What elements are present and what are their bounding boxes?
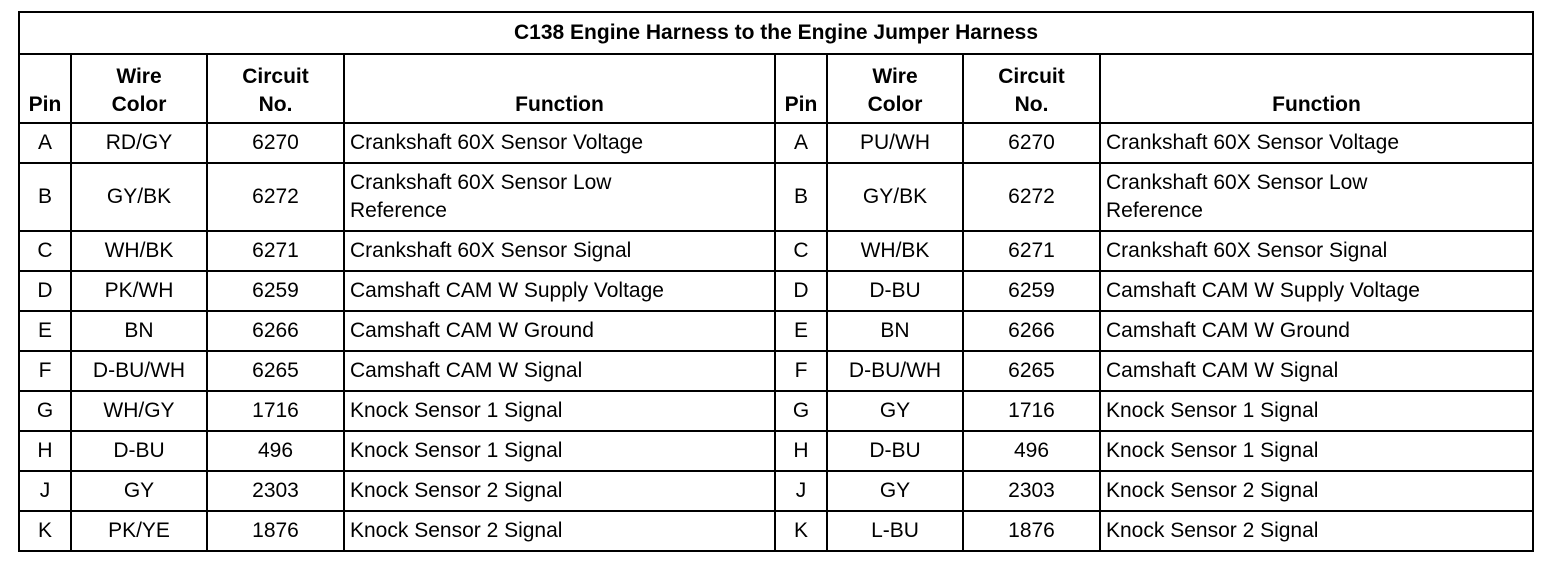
wire-color-cell: BN [827, 311, 963, 351]
function-cell: Knock Sensor 1 Signal [344, 391, 775, 431]
function-cell: Knock Sensor 2 Signal [344, 511, 775, 551]
wire-color-cell: D-BU [71, 431, 207, 471]
pin-cell: E [775, 311, 827, 351]
pin-cell: B [775, 163, 827, 231]
circuit-cell: 6259 [963, 271, 1100, 311]
function-cell [344, 163, 775, 231]
function-cell: Crankshaft 60X Sensor Signal [1100, 231, 1533, 271]
wire-color-cell: RD/GY [71, 123, 207, 163]
circuit-cell: 6266 [207, 311, 344, 351]
pin-cell: H [19, 431, 71, 471]
wire-color-cell: D-BU [827, 271, 963, 311]
wire-color-cell: WH/BK [827, 231, 963, 271]
table-row [19, 123, 1533, 163]
wire-color-cell: GY/BK [827, 163, 963, 231]
header-circuit-label: Circuit [242, 65, 309, 88]
wire-color-cell: WH/GY [71, 391, 207, 431]
wire-color-cell: BN [71, 311, 207, 351]
function-cell: Camshaft CAM W Signal [1100, 351, 1533, 391]
function-cell: Crankshaft 60X Sensor Voltage [344, 123, 775, 163]
table-row [19, 231, 1533, 271]
header-pin-left: Pin [19, 54, 71, 123]
circuit-cell: 1716 [963, 391, 1100, 431]
function-cell: Camshaft CAM W Supply Voltage [344, 271, 775, 311]
header-wire-color-left [71, 54, 207, 123]
pin-cell: A [775, 123, 827, 163]
header-row [19, 54, 1533, 123]
header-circuit-left [207, 54, 344, 123]
function-line-2: Reference [1106, 199, 1203, 222]
pin-cell: G [775, 391, 827, 431]
function-cell: Crankshaft 60X Sensor Signal [344, 231, 775, 271]
function-cell: Knock Sensor 1 Signal [1100, 431, 1533, 471]
circuit-cell: 6272 [207, 163, 344, 231]
circuit-cell: 2303 [963, 471, 1100, 511]
circuit-cell: 1876 [207, 511, 344, 551]
table-row [19, 471, 1533, 511]
function-cell: Knock Sensor 2 Signal [344, 471, 775, 511]
wire-color-cell: GY [827, 391, 963, 431]
table-title: C138 Engine Harness to the Engine Jumper Harness [19, 12, 1533, 54]
wire-color-cell: GY/BK [71, 163, 207, 231]
pin-cell: F [19, 351, 71, 391]
header-color-label: Color [867, 93, 923, 116]
function-cell: Camshaft CAM W Supply Voltage [1100, 271, 1533, 311]
wire-color-cell: PU/WH [827, 123, 963, 163]
function-cell: Knock Sensor 2 Signal [1100, 511, 1533, 551]
circuit-cell: 2303 [207, 471, 344, 511]
header-wire-label: Wire [116, 65, 162, 88]
pin-cell: B [19, 163, 71, 231]
header-function-left: Function [344, 54, 775, 123]
table-row [19, 271, 1533, 311]
pin-cell: E [19, 311, 71, 351]
pin-cell: D [775, 271, 827, 311]
function-cell: Knock Sensor 2 Signal [1100, 471, 1533, 511]
function-cell: Camshaft CAM W Signal [344, 351, 775, 391]
header-function-right: Function [1100, 54, 1533, 123]
wire-color-cell: PK/WH [71, 271, 207, 311]
wire-color-cell: L-BU [827, 511, 963, 551]
pin-cell: J [19, 471, 71, 511]
pin-cell: K [19, 511, 71, 551]
circuit-cell: 6270 [207, 123, 344, 163]
wire-color-cell: WH/BK [71, 231, 207, 271]
wire-color-cell: D-BU/WH [827, 351, 963, 391]
circuit-cell: 6272 [963, 163, 1100, 231]
function-line-1: Crankshaft 60X Sensor Low [350, 171, 612, 194]
circuit-cell: 6266 [963, 311, 1100, 351]
function-cell: Knock Sensor 1 Signal [344, 431, 775, 471]
circuit-cell: 6271 [963, 231, 1100, 271]
function-cell: Knock Sensor 1 Signal [1100, 391, 1533, 431]
header-wire-label: Wire [872, 65, 918, 88]
table-row [19, 163, 1533, 231]
pin-cell: C [775, 231, 827, 271]
function-cell [1100, 163, 1533, 231]
wire-color-cell: D-BU [827, 431, 963, 471]
circuit-cell: 6271 [207, 231, 344, 271]
pin-cell: F [775, 351, 827, 391]
table-row [19, 391, 1533, 431]
circuit-cell: 6265 [207, 351, 344, 391]
circuit-cell: 1876 [963, 511, 1100, 551]
pin-cell: A [19, 123, 71, 163]
header-pin-right: Pin [775, 54, 827, 123]
wire-color-cell: GY [827, 471, 963, 511]
function-cell: Camshaft CAM W Ground [1100, 311, 1533, 351]
wire-color-cell: GY [71, 471, 207, 511]
connector-table [18, 11, 1534, 552]
pin-cell: K [775, 511, 827, 551]
wire-color-cell: PK/YE [71, 511, 207, 551]
table-row [19, 351, 1533, 391]
pin-cell: C [19, 231, 71, 271]
header-no-label: No. [258, 93, 293, 116]
function-cell: Camshaft CAM W Ground [344, 311, 775, 351]
pin-cell: G [19, 391, 71, 431]
function-cell: Crankshaft 60X Sensor Voltage [1100, 123, 1533, 163]
table-row [19, 311, 1533, 351]
circuit-cell: 6270 [963, 123, 1100, 163]
circuit-cell: 1716 [207, 391, 344, 431]
table-row [19, 511, 1533, 551]
pin-cell: D [19, 271, 71, 311]
header-circuit-right [963, 54, 1100, 123]
function-line-1: Crankshaft 60X Sensor Low [1106, 171, 1368, 194]
header-color-label: Color [111, 93, 167, 116]
circuit-cell: 496 [207, 431, 344, 471]
pin-cell: H [775, 431, 827, 471]
function-line-2: Reference [350, 199, 447, 222]
circuit-cell: 6265 [963, 351, 1100, 391]
pin-cell: J [775, 471, 827, 511]
wire-color-cell: D-BU/WH [71, 351, 207, 391]
circuit-cell: 6259 [207, 271, 344, 311]
table-row [19, 431, 1533, 471]
header-no-label: No. [1014, 93, 1049, 116]
circuit-cell: 496 [963, 431, 1100, 471]
header-circuit-label: Circuit [998, 65, 1065, 88]
header-wire-color-right [827, 54, 963, 123]
